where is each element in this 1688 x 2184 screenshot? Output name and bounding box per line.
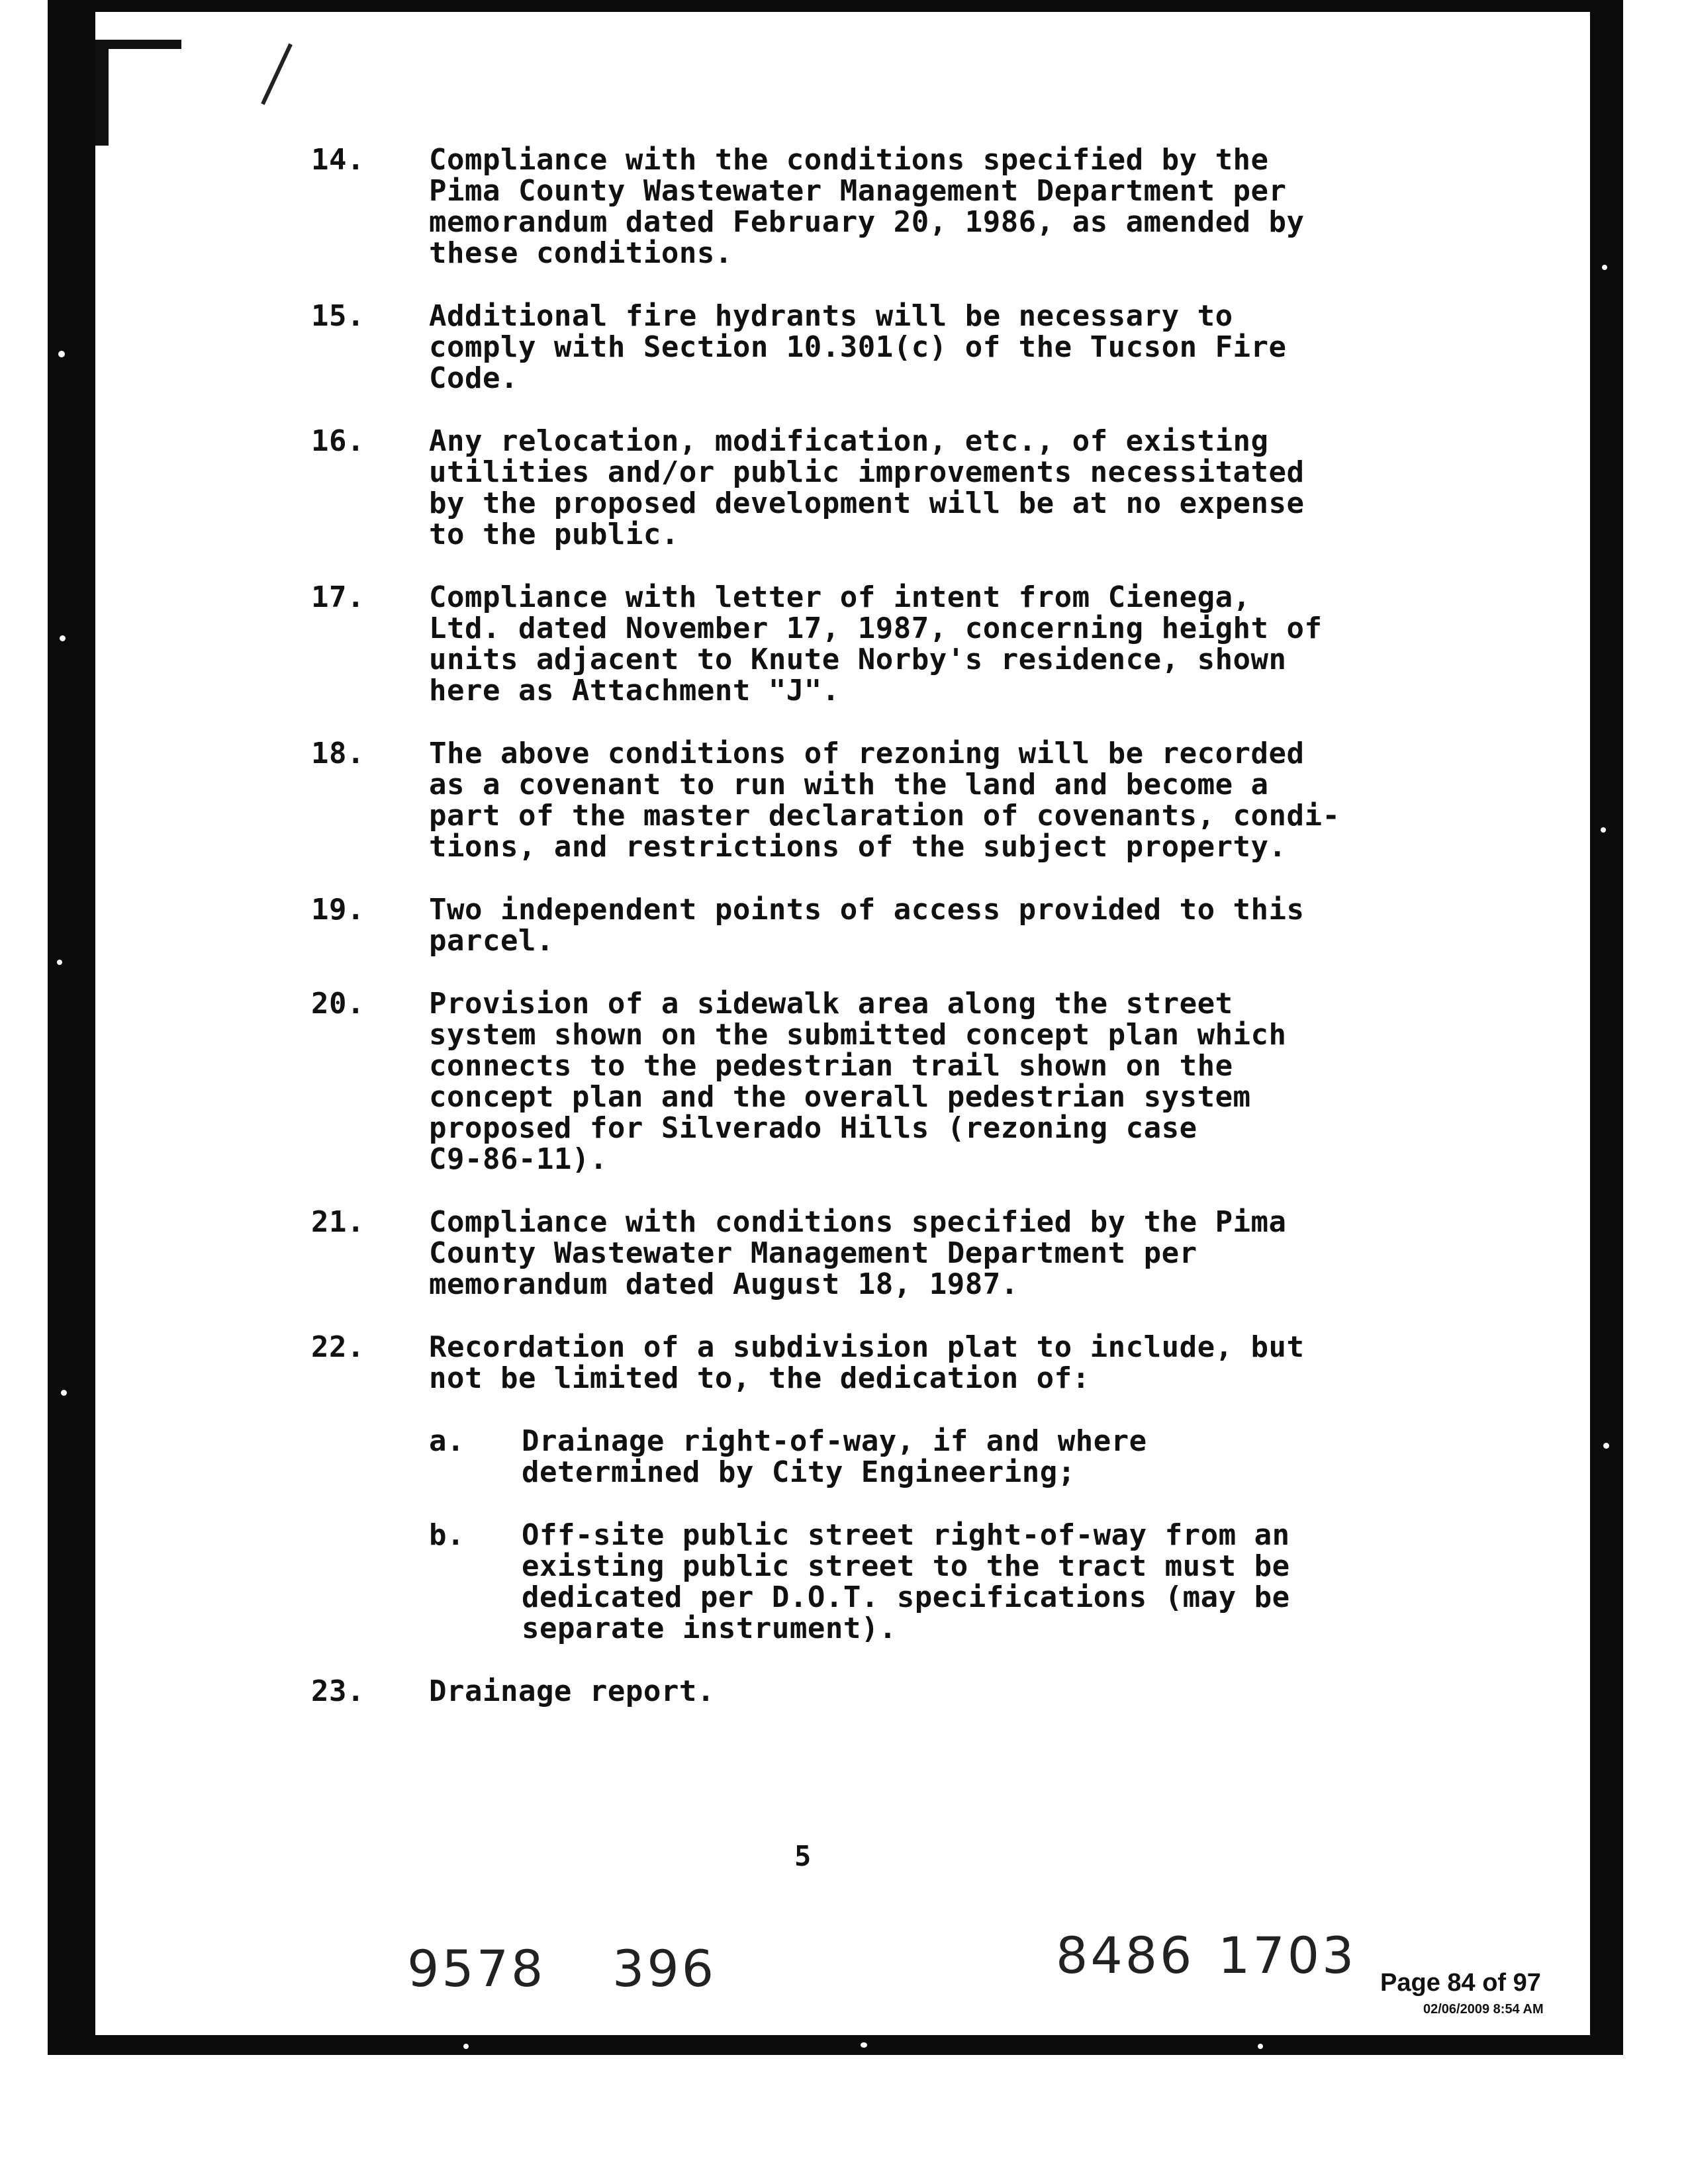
list-item bbox=[311, 1676, 1436, 1707]
scan-border-left bbox=[48, 0, 95, 2055]
recording-stamp-right-1: 8486 bbox=[1056, 1926, 1195, 1985]
item-number: 23. bbox=[311, 1674, 365, 1708]
scan-border-top bbox=[48, 0, 1623, 12]
item-text: The above conditions of rezoning will be recorded as a covenant to run with the land and become a part of the master declaration of covenants, condi- tions, and restrictions of the subject property. bbox=[429, 737, 1340, 864]
scan-speck bbox=[1602, 265, 1607, 270]
item-number: 19. bbox=[311, 893, 365, 927]
scan-border-right bbox=[1590, 0, 1623, 2055]
item-text: Recordation of a subdivision plat to include, but not be limited to, the dedication of: bbox=[429, 1330, 1305, 1395]
page-number: 5 bbox=[794, 1840, 812, 1872]
item-number: 14. bbox=[311, 143, 365, 177]
list-item bbox=[311, 300, 1436, 394]
list-item bbox=[311, 988, 1436, 1175]
recording-stamp-left-1: 9578 bbox=[407, 1939, 546, 1998]
scan-speck bbox=[58, 351, 65, 357]
conditions-list bbox=[311, 144, 1436, 1739]
item-text: Any relocation, modification, etc., of existing utilities and/or public improvements necessitated by the proposed development will be at no expense to the public. bbox=[429, 424, 1305, 551]
sub-item-text: Off-site public street right-of-way from an existing public street to the tract must be dedicated per D.O.T. specifications (may be separate instrument). bbox=[522, 1518, 1290, 1645]
recording-stamp-right-2: 1703 bbox=[1218, 1926, 1357, 1985]
list-item bbox=[311, 1332, 1436, 1394]
sub-item-text: Drainage right-of-way, if and where determined by City Engineering; bbox=[522, 1424, 1147, 1489]
item-text: Drainage report. bbox=[429, 1674, 715, 1708]
item-number: 16. bbox=[311, 424, 365, 458]
scan-border-bottom bbox=[48, 2035, 1623, 2055]
scan-speck bbox=[1258, 2044, 1263, 2049]
scan-speck bbox=[1603, 1443, 1609, 1449]
sub-item-letter: b. bbox=[429, 1518, 465, 1552]
item-text: Provision of a sidewalk area along the street system shown on the submitted concept plan which connects to the pedestrian trail shown on the concept plan and the overall pedestrian system proposed for Silverado Hills (rezoning case C9-86-11). bbox=[429, 987, 1287, 1176]
list-item bbox=[311, 738, 1436, 862]
list-item bbox=[311, 1206, 1436, 1300]
list-item bbox=[311, 426, 1436, 550]
item-number: 20. bbox=[311, 987, 365, 1021]
scan-speck bbox=[57, 960, 62, 965]
sub-list-item bbox=[429, 1520, 1436, 1644]
scan-mark-corner bbox=[95, 40, 109, 146]
list-item bbox=[311, 582, 1436, 706]
scan-speck bbox=[463, 2044, 469, 2049]
scan-speck bbox=[61, 1390, 67, 1396]
sub-list-item bbox=[429, 1426, 1436, 1488]
item-text: Two independent points of access provided to this parcel. bbox=[429, 893, 1305, 958]
item-text: Compliance with the conditions specified by the Pima County Wastewater Management Department per memorandum dated February 20, 1986, as amended by these conditions. bbox=[429, 143, 1305, 270]
page-count-label: Page 84 of 97 bbox=[1380, 1969, 1541, 1997]
item-text: Compliance with conditions specified by the Pima County Wastewater Management Department per memorandum dated August 18, 1987. bbox=[429, 1205, 1287, 1301]
item-number: 15. bbox=[311, 299, 365, 333]
item-number: 18. bbox=[311, 737, 365, 770]
item-number: 22. bbox=[311, 1330, 365, 1364]
recording-stamp-left-2: 396 bbox=[612, 1939, 717, 1998]
item-number: 21. bbox=[311, 1205, 365, 1239]
list-item bbox=[311, 894, 1436, 956]
item-number: 17. bbox=[311, 580, 365, 614]
scan-speck bbox=[1601, 827, 1606, 833]
print-timestamp: 02/06/2009 8:54 AM bbox=[1423, 2002, 1544, 2017]
sub-item-letter: a. bbox=[429, 1424, 465, 1458]
scan-speck bbox=[861, 2042, 867, 2048]
list-item bbox=[311, 144, 1436, 269]
item-text: Compliance with letter of intent from Cienega, Ltd. dated November 17, 1987, concerning height of units adjacent to Knute Norby's residence, shown here as Attachment "J". bbox=[429, 580, 1323, 707]
item-text: Additional fire hydrants will be necessary to comply with Section 10.301(c) of the Tucson Fire Code. bbox=[429, 299, 1287, 395]
scan-speck bbox=[60, 635, 66, 641]
